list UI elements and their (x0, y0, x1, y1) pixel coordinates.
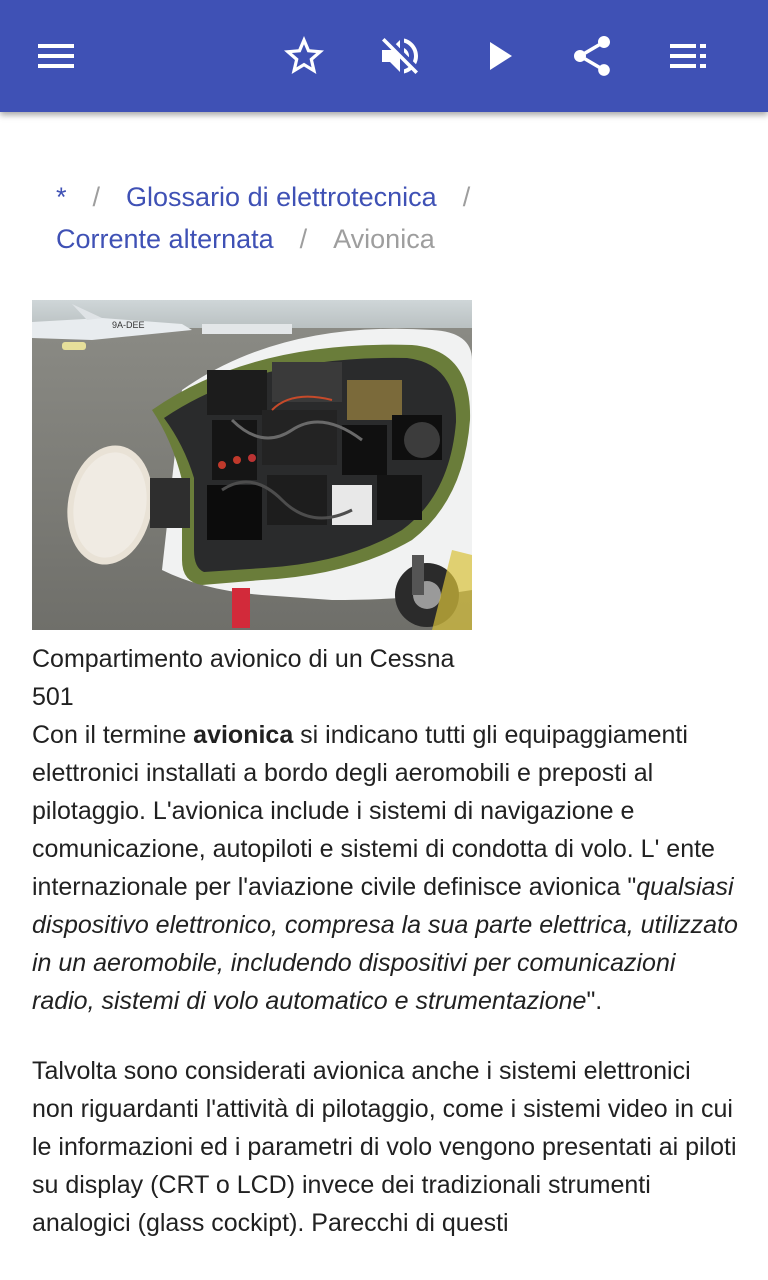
definition-quote: qualsiasi dispositivo elettronico, compresa la sua parte elettrica, utilizzato in un aeromobile, includendo dispositivi per comunicazioni radio, sistemi di volo automatico e strumentazione (32, 873, 738, 1015)
playlist-button[interactable] (656, 24, 720, 88)
breadcrumb-separator: / (299, 224, 308, 254)
avionics-compartment-image[interactable] (32, 300, 472, 630)
breadcrumb-home-link[interactable]: * (56, 182, 67, 212)
app-bar (0, 0, 768, 112)
play-icon (474, 32, 522, 80)
article-paragraph: Talvolta sono considerati avionica anche i sistemi elettronici non riguardanti l'attività di pilotaggio, come i sistemi video in cui le informazioni ed i parametri di volo vengono presentati ai piloti su display (CRT o LCD) invece dei tradizionali strumenti analogici (glass cockipt). Parecchi di questi (32, 1057, 737, 1237)
paragraph-text: Con il termine (32, 721, 194, 749)
menu-button[interactable] (24, 24, 88, 88)
play-button[interactable] (466, 24, 530, 88)
breadcrumb-separator: / (92, 182, 101, 212)
paragraph-text: si indicano tutti gli equipaggiamenti elettronici installati a bordo degli aeromobili e preposti al pilotaggio. L'avionica include i sistemi di navigazione e comunicazione, autopiloti e sistemi di condotta di volo. L' ente internazionale per l'aviazione civile definisce avionica " (32, 721, 715, 901)
menu-icon (32, 32, 80, 80)
favorite-button[interactable] (272, 24, 336, 88)
article-paragraph (32, 716, 738, 1020)
share-icon (568, 32, 616, 80)
playlist-icon (664, 32, 712, 80)
volume-off-icon (376, 32, 424, 80)
term-bold: avionica (193, 721, 294, 749)
breadcrumb-separator: / (462, 182, 471, 212)
paragraph-text: ". (586, 987, 603, 1015)
share-button[interactable] (560, 24, 624, 88)
article-body (32, 716, 738, 1274)
aircraft-registration-marking: 9A-DEE (112, 320, 145, 330)
breadcrumb-glossario-link[interactable]: Glossario di elettrotecnica (126, 182, 437, 212)
breadcrumb-corrente-alternata-link[interactable]: Corrente alternata (56, 224, 274, 254)
star-outline-icon (280, 32, 328, 80)
breadcrumb-current: Avionica (333, 224, 435, 254)
mute-button[interactable] (368, 24, 432, 88)
image-caption: Compartimento avionico di un Cessna 501 (32, 645, 455, 711)
breadcrumb (56, 176, 736, 260)
